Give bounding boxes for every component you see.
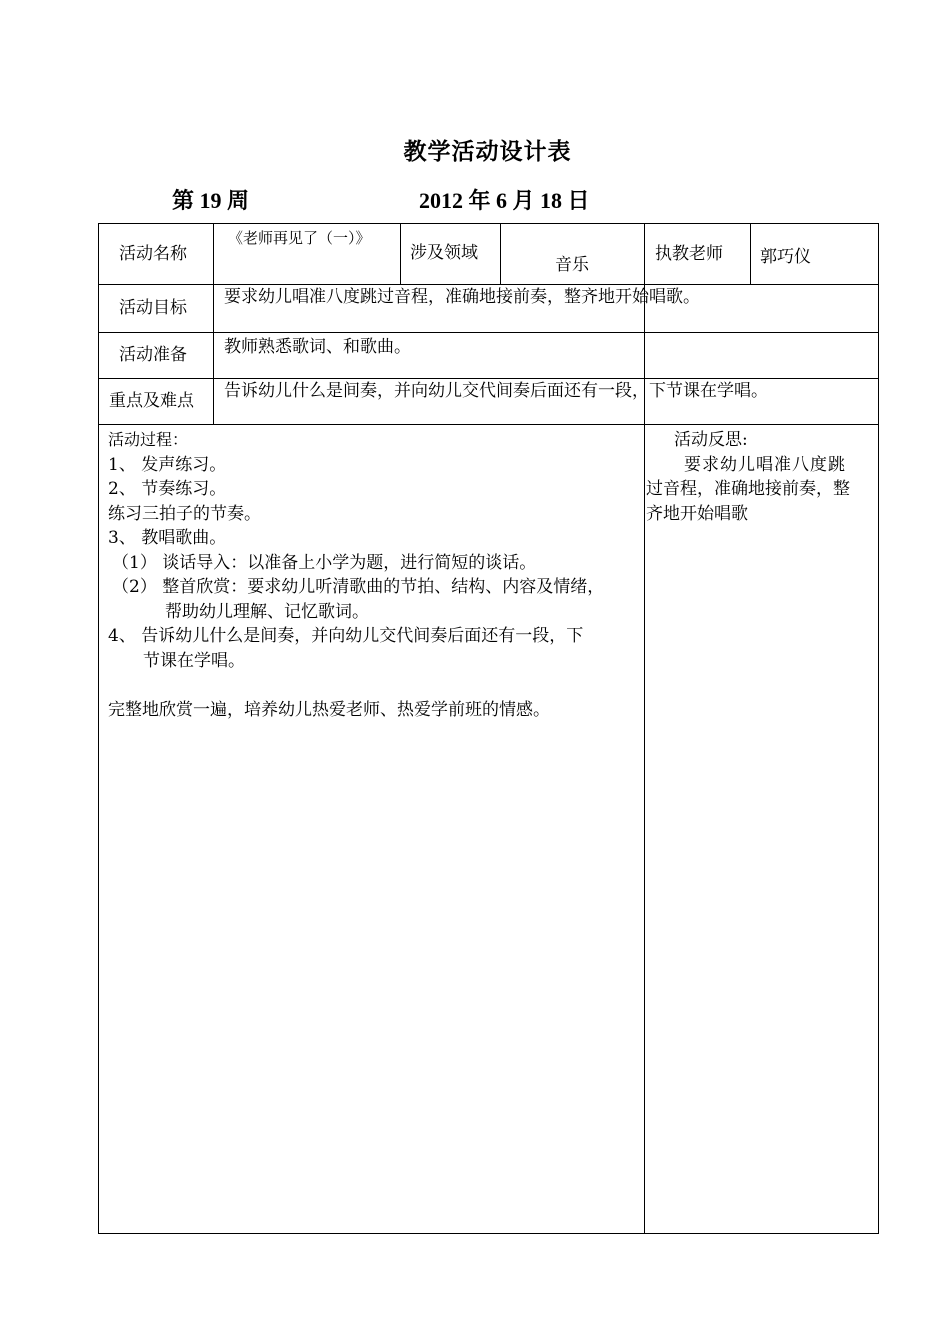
column-divider bbox=[750, 223, 751, 284]
page-title: 教学活动设计表 bbox=[403, 138, 572, 165]
process-line: （1） 谈话导入：以准备上小学为题，进行简短的谈话。 bbox=[112, 552, 537, 573]
prep-value: 教师熟悉歌词、和歌曲。 bbox=[224, 337, 411, 357]
process-heading: 活动过程： bbox=[108, 430, 189, 449]
design-table bbox=[98, 223, 879, 1234]
teacher-label: 执教老师 bbox=[655, 244, 723, 264]
process-line bbox=[108, 673, 640, 698]
key-points-value: 告诉幼儿什么是间奏，并向幼儿交代间奏后面还有一段，下节课在学唱。 bbox=[224, 381, 768, 401]
reflection-line: 要求幼儿唱准八度跳 bbox=[684, 454, 846, 475]
activity-name-label: 活动名称 bbox=[119, 244, 187, 264]
process-line: 4、 告诉幼儿什么是间奏，并向幼儿交代间奏后面还有一段，下 bbox=[108, 626, 584, 646]
activity-name-value: 《老师再见了（一）》 bbox=[228, 229, 371, 247]
process-line: 节课在学唱。 bbox=[143, 650, 245, 671]
row-divider bbox=[98, 332, 879, 333]
process-line: 2、 节奏练习。 bbox=[108, 479, 227, 499]
reflection-line: 齐地开始唱歌 bbox=[646, 503, 748, 524]
column-divider bbox=[213, 223, 214, 424]
goal-label: 活动目标 bbox=[119, 298, 187, 318]
process-line: （2） 整首欣赏：要求幼儿听清歌曲的节拍、结构、内容及情绪， bbox=[112, 577, 605, 597]
domain-value: 音乐 bbox=[555, 255, 589, 275]
column-divider bbox=[500, 223, 501, 284]
reflection-heading: 活动反思: bbox=[674, 430, 748, 450]
process-line: 练习三拍子的节奏。 bbox=[108, 503, 261, 524]
goal-value: 要求幼儿唱准八度跳过音程，准确地接前奏，整齐地开始唱歌。 bbox=[224, 287, 700, 307]
prep-label: 活动准备 bbox=[119, 345, 187, 365]
row-divider bbox=[98, 284, 879, 285]
key-points-label: 重点及难点 bbox=[109, 391, 194, 411]
column-divider bbox=[400, 223, 401, 284]
reflection-line: 过音程，准确地接前奏，整 bbox=[646, 479, 850, 499]
process-line: 帮助幼儿理解、记忆歌词。 bbox=[165, 601, 369, 622]
week-label: 第 19 周 bbox=[172, 188, 250, 213]
process-line: 1、 发声练习。 bbox=[108, 454, 227, 475]
teacher-value: 郭巧仪 bbox=[760, 247, 811, 267]
column-divider bbox=[644, 223, 645, 1234]
process-line: 3、 教唱歌曲。 bbox=[108, 528, 227, 548]
activity-process bbox=[108, 428, 640, 722]
process-line: 完整地欣赏一遍，培养幼儿热爱老师、热爱学前班的情感。 bbox=[108, 699, 550, 720]
domain-label: 涉及领域 bbox=[410, 243, 478, 263]
date-label: 2012 年 6 月 18 日 bbox=[419, 188, 590, 213]
row-divider bbox=[98, 378, 879, 379]
row-divider bbox=[98, 424, 879, 425]
activity-reflection bbox=[646, 428, 876, 526]
